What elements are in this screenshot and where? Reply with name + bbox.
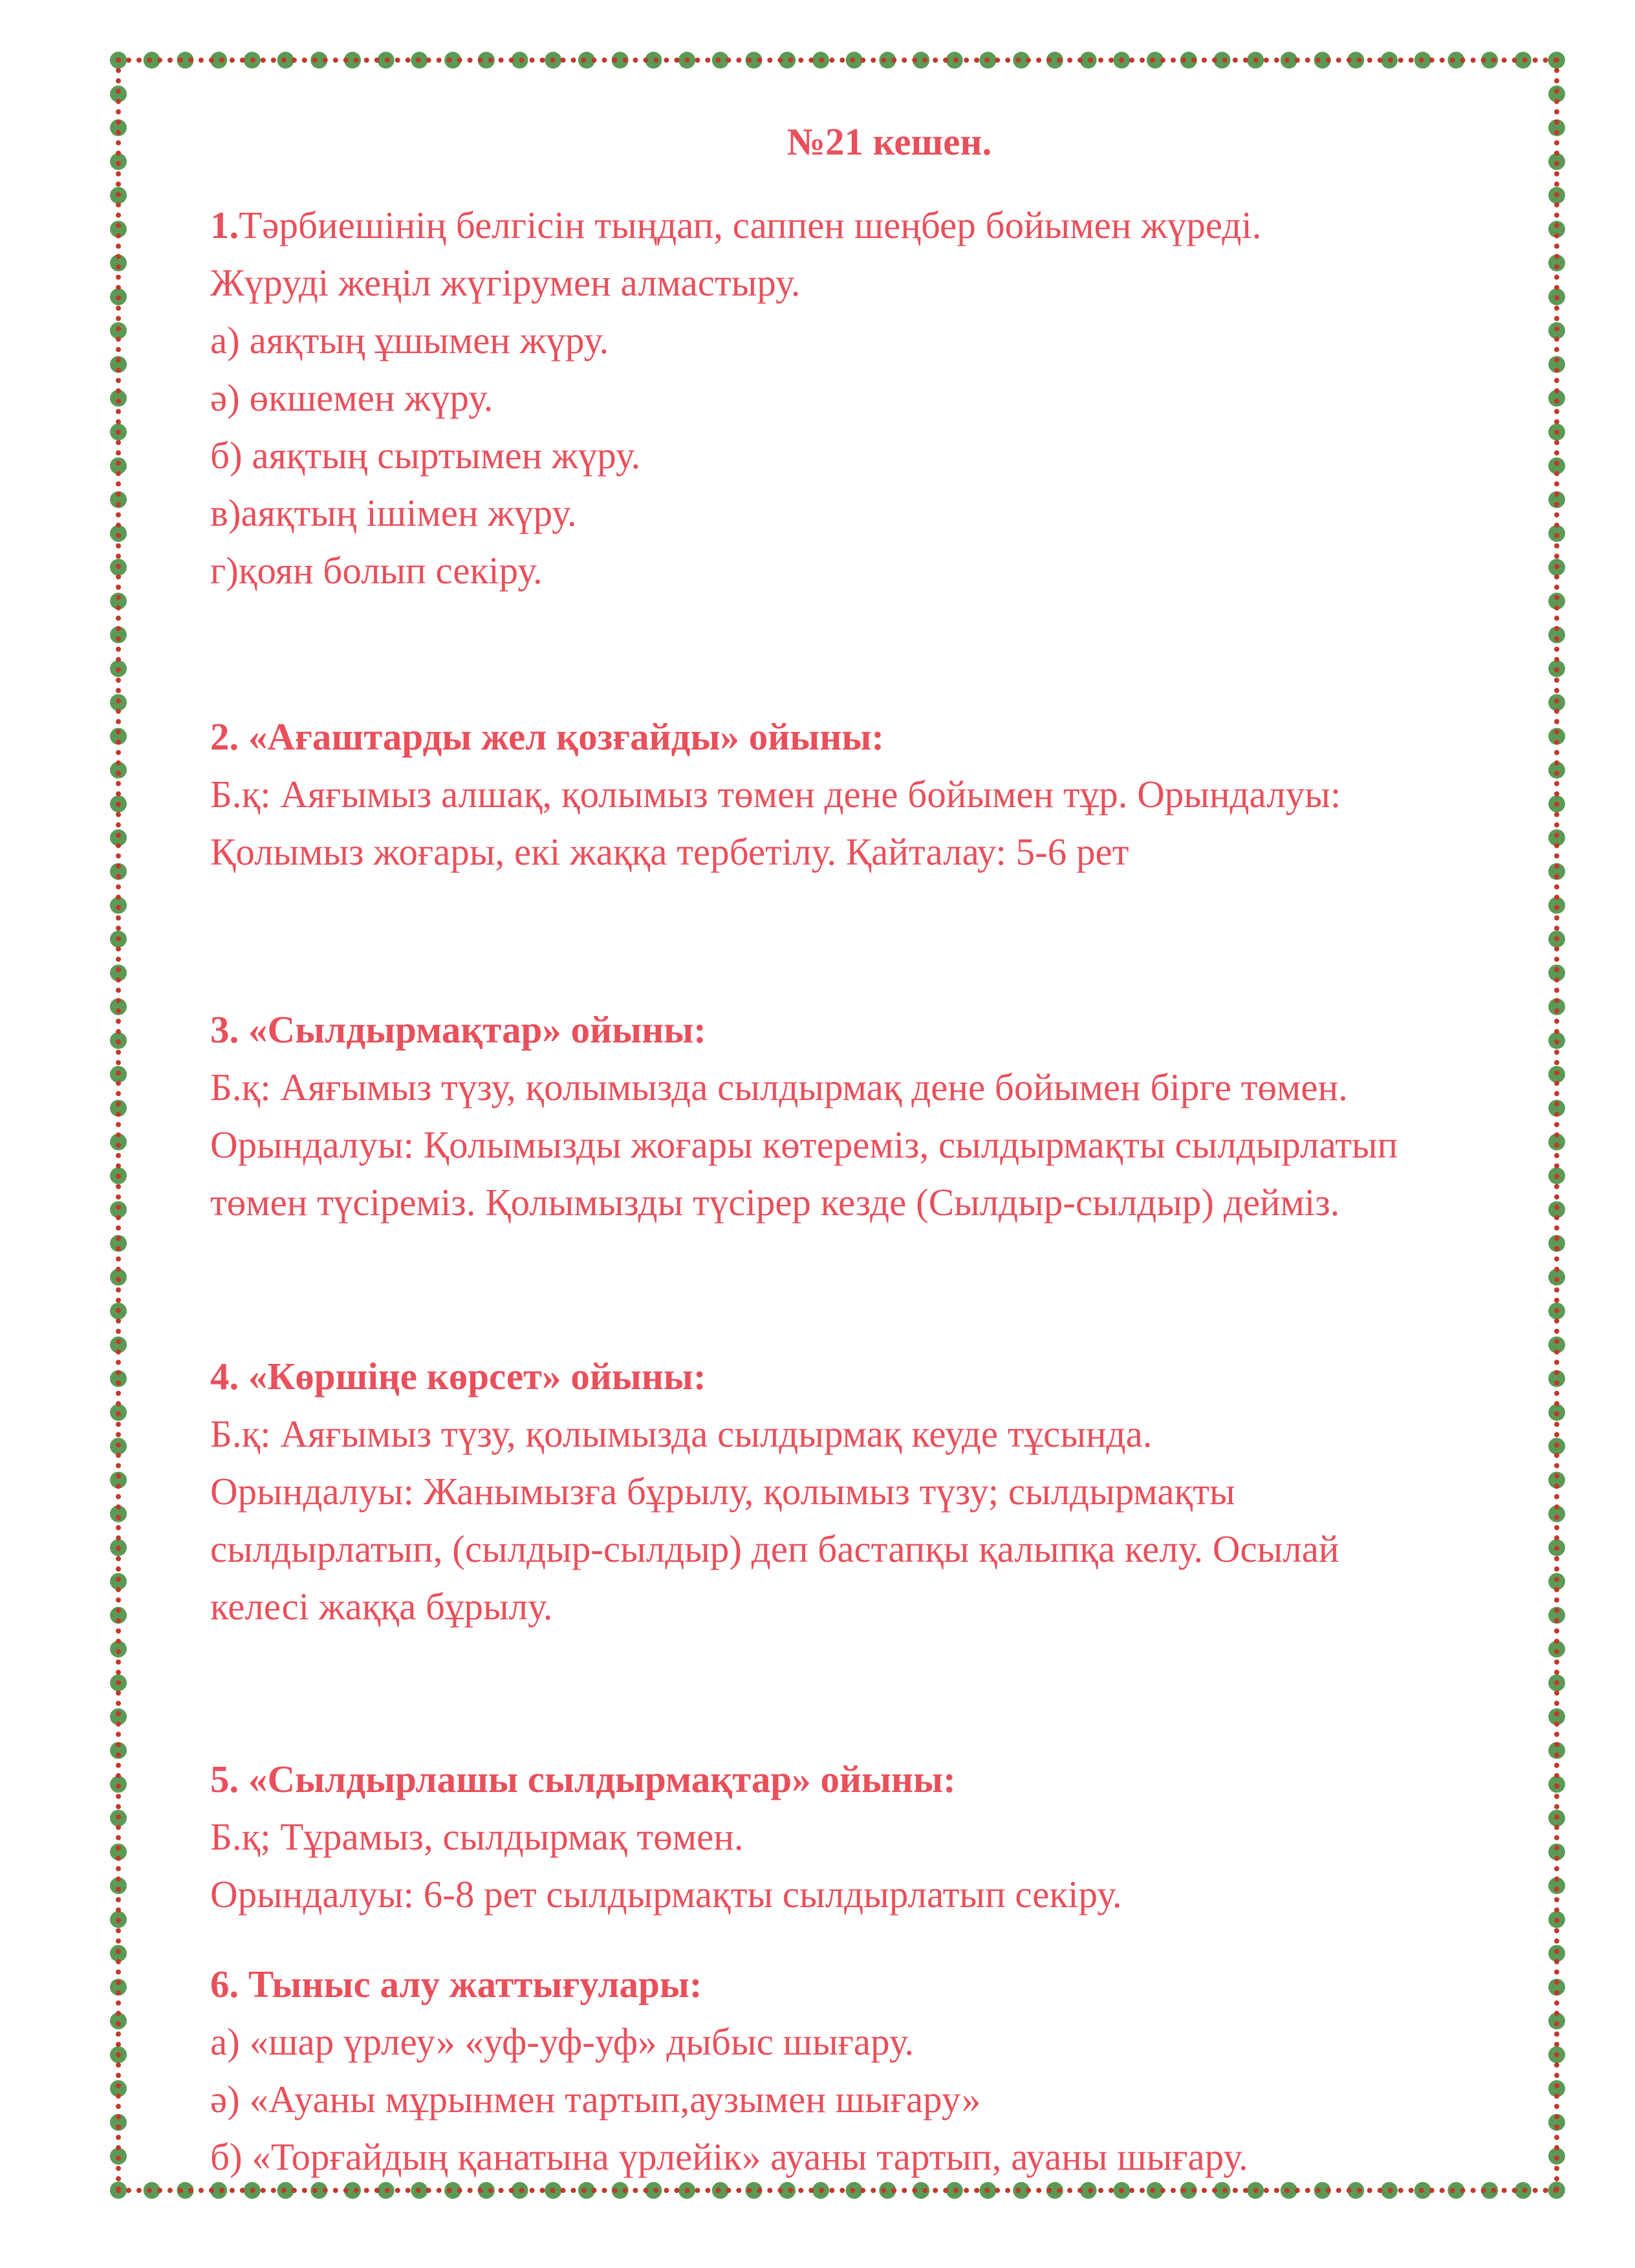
section-2-heading: 2. «Ағаштарды жел қозғайды» ойыны:: [210, 715, 885, 758]
section-1-first-text: Тәрбиешінің белгісін тыңдап, саппен шеңбер бойымен жүреді.: [239, 204, 1262, 246]
section-3-line: Орындалуы: Қолымызды жоғары көтереміз, сылдырмақты сылдырлатып: [210, 1123, 1398, 1166]
section-4-heading: 4. «Көршіңе көрсет» ойыны:: [210, 1355, 706, 1398]
section-2-line: Б.қ: Аяғымыз алшақ, қолымыз төмен дене бойымен тұр. Орындалуы:: [210, 773, 1341, 815]
section-1-line: а) аяқтың ұшымен жүру.: [210, 319, 609, 362]
section-1-number: 1.: [210, 204, 239, 246]
section-6-line: б) «Торғайдың қанатына үрлейік» ауаны тартып, ауаны шығару.: [210, 2135, 1248, 2178]
section-5: [210, 1751, 1517, 1923]
section-6-line: а) «шар үрлеу» «уф-уф-уф» дыбыс шығару.: [210, 2020, 915, 2063]
section-6-heading: 6. Тыныс алу жаттығулары:: [210, 1963, 702, 2005]
document-body: [210, 113, 1517, 2186]
section-4-line: сылдырлатып, (сылдыр-сылдыр) деп бастапқы қалыпқа келу. Осылай: [210, 1528, 1339, 1570]
section-1-line: г)қоян болып секіру.: [210, 549, 543, 592]
section-4-line: Б.қ: Аяғымыз түзу, қолымызда сылдырмақ кеуде тұсында.: [210, 1412, 1153, 1455]
section-1-line: [210, 197, 1517, 254]
section-2: [210, 708, 1517, 881]
section-5-line: Орындалуы: 6-8 рет сылдырмақты сылдырлатып секіру.: [210, 1873, 1122, 1916]
section-6-line: ә) «Ауаны мұрынмен тартып,аузымен шығару»: [210, 2078, 981, 2121]
section-4-line: келесі жаққа бұрылу.: [210, 1585, 553, 1628]
section-5-heading: 5. «Сылдырлашы сылдырмақтар» ойыны:: [210, 1758, 956, 1800]
section-3: [210, 1001, 1517, 1231]
section-1-line: б) аяқтың сыртымен жүру.: [210, 434, 641, 477]
section-3-heading: 3. «Сылдырмақтар» ойыны:: [210, 1008, 706, 1051]
page-title: №21 кешен.: [786, 120, 992, 163]
section-2-line: Қолымыз жоғары, екі жаққа тербетілу. Қайталау: 5-6 рет: [210, 830, 1129, 873]
section-4: [210, 1348, 1517, 1636]
section-4-line: Орындалуы: Жанымызға бұрылу, қолымыз түзу; сылдырмақты: [210, 1470, 1235, 1513]
section-3-line: Б.қ: Аяғымыз түзу, қолымызда сылдырмақ дене бойымен бірге төмен.: [210, 1066, 1348, 1108]
section-5-line: Б.қ; Тұрамыз, сылдырмақ төмен.: [210, 1815, 744, 1858]
section-3-line: төмен түсіреміз. Қолымызды түсірер кезде (Сылдыр-сылдыр) дейміз.: [210, 1181, 1340, 1224]
section-1: [210, 197, 1517, 599]
section-1-line: в)аяқтың ішімен жүру.: [210, 491, 577, 534]
section-1-line: Жүруді жеңіл жүгірумен алмастыру.: [210, 261, 801, 304]
section-1-line: ә) өкшемен жүру.: [210, 376, 493, 419]
section-6: [210, 1956, 1517, 2186]
